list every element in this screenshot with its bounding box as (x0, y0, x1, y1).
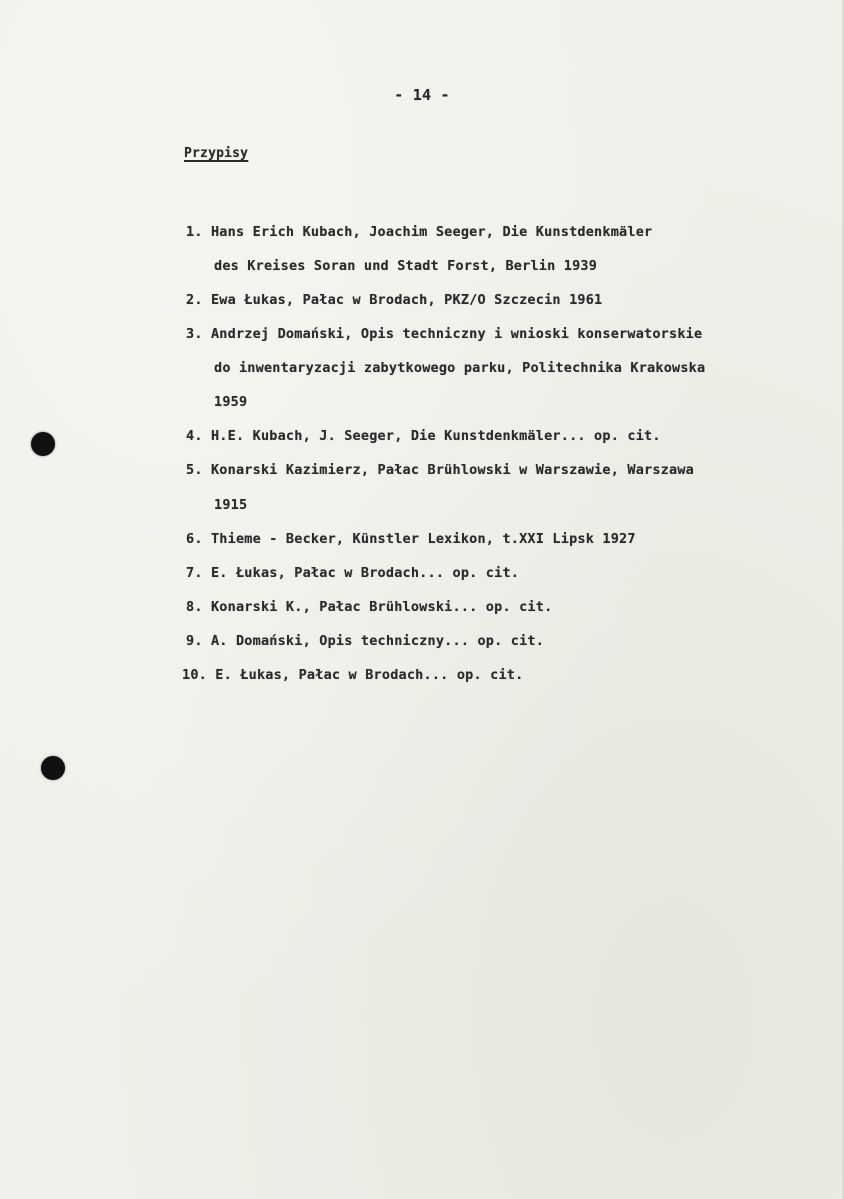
section-heading: Przypisy (184, 146, 249, 161)
footnote-3-line-1: 3. Andrzej Domański, Opis techniczny i wnioski konserwatorskie (186, 326, 703, 342)
punch-hole-upper (31, 432, 55, 456)
footnote-6-line-1: 6. Thieme - Becker, Künstler Lexikon, t.XXI Lipsk 1927 (186, 531, 636, 547)
footnote-7-line-1: 7. E. Łukas, Pałac w Brodach... op. cit. (186, 565, 520, 581)
page-number: - 14 - (394, 86, 450, 104)
footnote-5-line-1: 5. Konarski Kazimierz, Pałac Brühlowski w Warszawie, Warszawa (186, 462, 694, 478)
footnote-4-line-1: 4. H.E. Kubach, J. Seeger, Die Kunstdenkmäler... op. cit. (186, 428, 661, 444)
footnote-3-line-3: 1959 (214, 394, 248, 410)
footnote-10-line-1: 10. E. Łukas, Pałac w Brodach... op. cit. (182, 667, 524, 683)
footnote-2-line-1: 2. Ewa Łukas, Pałac w Brodach, PKZ/O Szczecin 1961 (186, 292, 603, 308)
footnote-3-line-2: do inwentaryzacji zabytkowego parku, Politechnika Krakowska (214, 360, 706, 376)
footnote-1-line-1: 1. Hans Erich Kubach, Joachim Seeger, Die Kunstdenkmäler (186, 224, 653, 240)
footnote-8-line-1: 8. Konarski K., Pałac Brühlowski... op. cit. (186, 599, 553, 615)
footnote-5-line-2: 1915 (214, 497, 248, 513)
footnote-1-line-2: des Kreises Soran und Stadt Forst, Berlin 1939 (214, 258, 598, 274)
footnote-9-line-1: 9. A. Domański, Opis techniczny... op. cit. (186, 633, 545, 649)
punch-hole-lower (41, 756, 65, 780)
